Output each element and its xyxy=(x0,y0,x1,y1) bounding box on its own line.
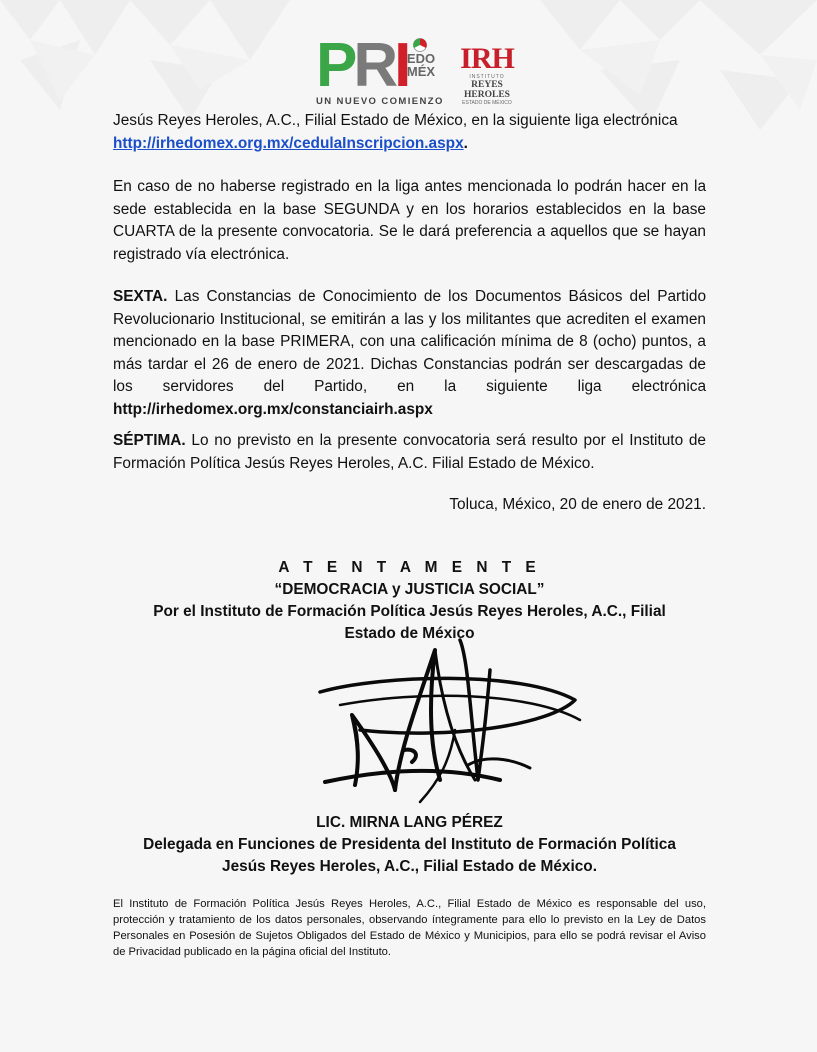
irh-logo-sub1: INSTITUTO xyxy=(469,74,505,80)
paragraph-registration-link: Jesús Reyes Heroles, A.C., Filial Estado de México, en la siguiente liga electrónica http://irhedomex.org.mx/cedulaInscripcion.aspx. xyxy=(113,112,678,152)
pri-logo-letter-p: P xyxy=(316,31,354,100)
pri-edomex-logo xyxy=(316,31,444,110)
signer-role-line-2: Jesús Reyes Heroles, A.C., Filial Estado de México. xyxy=(222,858,597,875)
signer-role-line-1: Delegada en Funciones de Presidenta del Instituto de Formación Política xyxy=(143,836,676,853)
irh-logo-letters: IRH xyxy=(460,42,514,75)
signer-block xyxy=(113,812,706,878)
irh-logo xyxy=(452,44,522,104)
pri-emblem-icon xyxy=(409,38,431,52)
atentamente-heading: A T E N T A M E N T E xyxy=(278,559,541,576)
clause-label-sexta: SEXTA. xyxy=(113,288,168,305)
paragraph-sexta: SEXTA. Las Constancias de Conocimiento de los Documentos Básicos del Partido Revolucionario Institucional, se emitirán a las y los militantes que acrediten el examen mencionado en la base PRIMERA, con una calificación mínima de 8 (ocho) puntos, a más tardar el 26 de enero de 2021. Dichas Constancias podrán ser descargadas de los servidores del Partido, en la siguiente liga electrónica http://irhedomex.org.mx/constanciairh.aspx xyxy=(113,288,706,418)
closing-by-line-1: Por el Instituto de Formación Política Jesús Reyes Heroles, A.C., Filial xyxy=(153,603,666,620)
motto: “DEMOCRACIA y JUSTICIA SOCIAL” xyxy=(274,581,545,598)
handwritten-signature xyxy=(300,630,600,810)
pri-tagline: UN NUEVO COMIENZO xyxy=(316,96,444,107)
closing-by-line-2: Estado de México xyxy=(344,625,475,642)
registration-link[interactable]: http://irhedomex.org.mx/cedulaInscripcion.aspx xyxy=(113,134,464,152)
pri-logo-letter-i: I xyxy=(394,31,408,100)
irh-logo-sub3: ESTADO DE MÉXICO xyxy=(462,100,512,106)
paragraph-registration-alternative: En caso de no haberse registrado en la liga antes mencionada lo podrán hacer en la sede establecida en la base SEGUNDA y en los horarios establecidos en la base CUARTA de la presente convocatoria. Se le dará preferencia a aquellos que se hayan registrado vía electrónica. xyxy=(113,178,706,263)
edomex-label: EDO MÉX xyxy=(406,51,436,79)
pri-logo-letter-r: R xyxy=(353,31,395,100)
certificate-link[interactable]: http://irhedomex.org.mx/constanciairh.aspx xyxy=(113,400,433,418)
privacy-notice: El Instituto de Formación Política Jesús Reyes Heroles, A.C., Filial Estado de México es responsable del uso, protección y tratamiento de los datos personales, observando íntegramente para ello lo previsto en la Ley de Datos Personales en Posesión de Sujetos Obligados del Estado de México y Municipios, para ello se podrá revisar el Aviso de Privacidad publicado en la página oficial del Instituto. xyxy=(113,898,706,958)
paragraph-septima: SÉPTIMA. Lo no previsto en la presente convocatoria será resulto por el Instituto de Formación Política Jesús Reyes Heroles, A.C. Filial Estado de México. xyxy=(113,432,706,472)
place-date: Toluca, México, 20 de enero de 2021. xyxy=(449,496,706,513)
signer-name: LIC. MIRNA LANG PÉREZ xyxy=(316,814,503,831)
irh-logo-sub2: REYES HEROLES xyxy=(464,80,510,100)
clause-label-septima: SÉPTIMA. xyxy=(113,432,186,449)
